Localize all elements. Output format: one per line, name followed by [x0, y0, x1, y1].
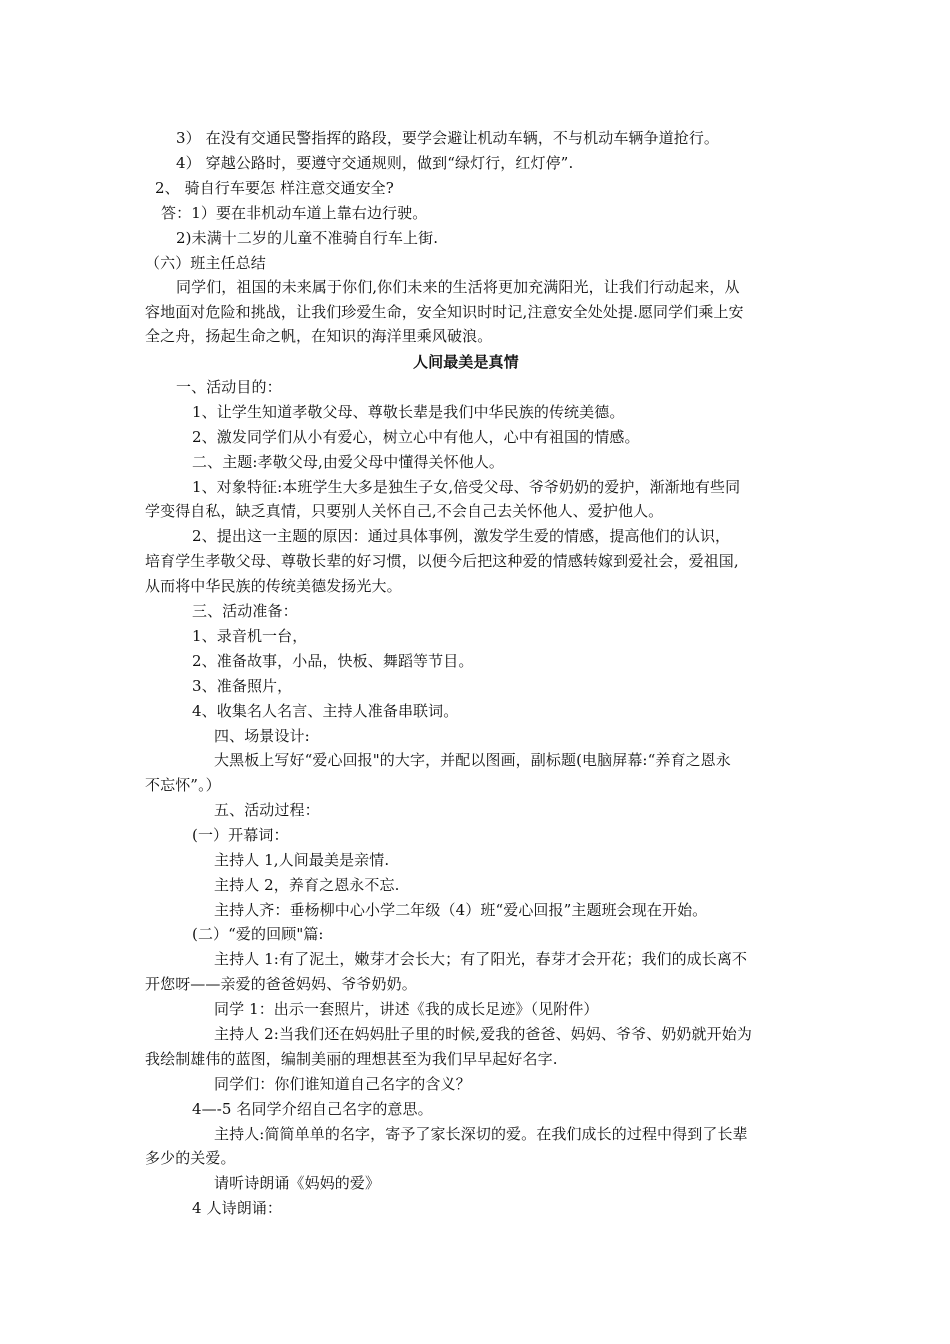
text-line: 大黑板上写好“爱心回报"的大字，并配以图画，副标题(电脑屏幕:“养育之恩永 — [214, 751, 731, 769]
section-heading: 四、场景设计: — [214, 727, 310, 745]
section-heading: （六）班主任总结 — [145, 254, 266, 272]
text-line: 从而将中华民族的传统美德发扬光大。 — [145, 577, 402, 595]
section-heading: (二）“爱的回顾"篇: — [192, 925, 324, 943]
text-line: 2)未满十二岁的儿童不准骑自行车上街. — [176, 229, 439, 247]
text-line: 同学们，祖国的未来属于你们,你们未来的生活将更加充满阳光，让我们行动起来，从 — [176, 278, 740, 296]
text-line: 4 人诗朗诵： — [192, 1199, 283, 1217]
text-line: 同学 1：出示一套照片，讲述《我的成长足迹》（见附件） — [214, 1000, 599, 1018]
text-line: 不忘怀”。） — [145, 776, 221, 794]
text-line: 2、激发同学们从小有爱心，树立心中有他人，心中有祖国的情感。 — [192, 428, 640, 446]
text-line: 4、收集名人名言、主持人准备串联词。 — [192, 702, 459, 720]
document-title: 人间最美是真情 — [413, 353, 519, 371]
text-line: 多少的关爱。 — [145, 1149, 236, 1167]
section-heading: 一、活动目的： — [176, 378, 282, 396]
text-line: 2、 骑自行车要怎 样注意交通安全? — [155, 179, 394, 197]
section-heading: 五、活动过程： — [214, 801, 320, 819]
section-heading: 三、活动准备： — [192, 602, 298, 620]
text-line: 2、提出这一主题的原因：通过具体事例，激发学生爱的情感，提高他们的认识， — [192, 527, 731, 545]
text-line: 4） 穿越公路时，要遵守交通规则，做到“绿灯行，红灯停”. — [176, 154, 574, 172]
text-line: 主持人 1:有了泥土，嫩芽才会长大；有了阳光，春芽才会开花；我们的成长离不 — [214, 950, 748, 968]
text-line: 3、准备照片， — [192, 677, 293, 695]
text-line: 1、录音机一台， — [192, 627, 308, 645]
text-line: 同学们：你们谁知道自己名字的含义？ — [214, 1075, 471, 1093]
text-line: 4—-5 名同学介绍自己名字的意思。 — [192, 1100, 433, 1118]
text-line: 请听诗朗诵《妈妈的爱》 — [214, 1174, 381, 1192]
text-line: 主持人:简简单单的名字，寄予了家长深切的爱。在我们成长的过程中得到了长辈 — [214, 1125, 748, 1143]
text-line: 主持人 1,人间最美是亲情. — [214, 851, 390, 869]
text-line: 容地面对危险和挑战，让我们珍爱生命，安全知识时时记,注意安全处处提.愿同学们乘上安 — [145, 303, 744, 321]
text-line: 主持人 2:当我们还在妈妈肚子里的时候,爱我的爸爸、妈妈、爷爷、奶奶就开始为 — [214, 1025, 752, 1043]
text-line: 学变得自私，缺乏真情，只要别人关怀自己,不会自己去关怀他人、爱护他人。 — [145, 502, 664, 520]
section-heading: 二、主题:孝敬父母,由爱父母中懂得关怀他人。 — [192, 453, 505, 471]
text-line: 1、对象特征:本班学生大多是独生子女,倍受父母、爷爷奶奶的爱护，渐渐地有些同 — [192, 478, 741, 496]
text-line: 1、让学生知道孝敬父母、尊敬长辈是我们中华民族的传统美德。 — [192, 403, 625, 421]
text-line: 全之舟，扬起生命之帆，在知识的海洋里乘风破浪。 — [145, 327, 493, 345]
section-heading: (一）开幕词： — [192, 826, 289, 844]
text-line: 培育学生孝敬父母、尊敬长辈的好习惯，以便今后把这种爱的情感转嫁到爱社会，爱祖国, — [145, 552, 739, 570]
text-line: 答：1）要在非机动车道上靠右边行驶。 — [161, 204, 428, 222]
text-line: 3） 在没有交通民警指挥的路段，要学会避让机动车辆，不与机动车辆争道抢行。 — [176, 129, 720, 147]
text-line: 开您呀——亲爱的爸爸妈妈、爷爷奶奶。 — [145, 975, 417, 993]
text-line: 主持人 2，养育之恩永不忘. — [214, 876, 400, 894]
text-line: 我绘制雄伟的蓝图，编制美丽的理想甚至为我们早早起好名字. — [145, 1050, 558, 1068]
text-line: 主持人齐：垂杨柳中心小学二年级（4）班“爱心回报”主题班会现在开始。 — [214, 901, 708, 919]
text-line: 2、准备故事，小品，快板、舞蹈等节目。 — [192, 652, 474, 670]
